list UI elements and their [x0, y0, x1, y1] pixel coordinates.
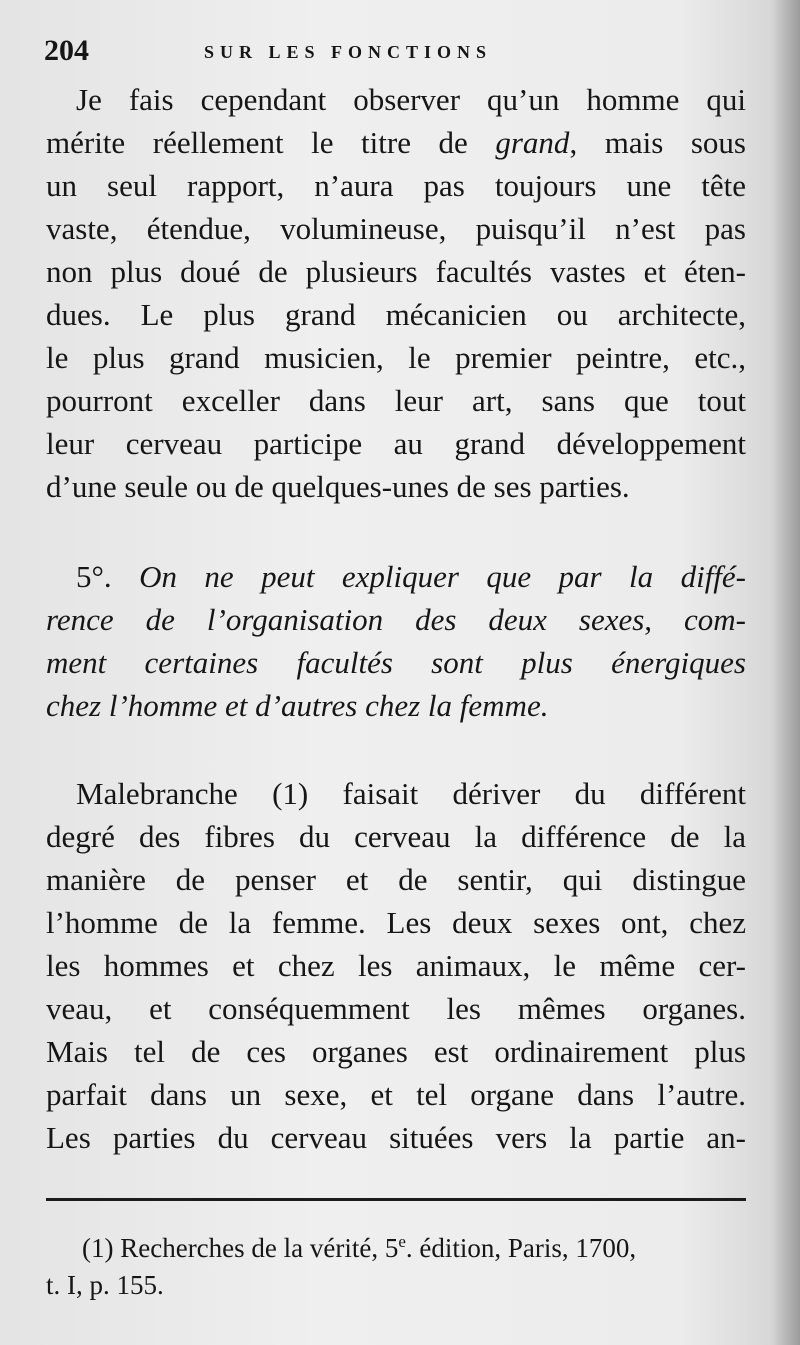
paragraph-3 [46, 772, 746, 1159]
text-line: veau, et conséquemment les mêmes organes. [46, 991, 746, 1026]
text-line: manière de penser et de sentir, qui distingue [46, 862, 746, 897]
text-line: Malebranche (1) faisait dériver du différent [76, 776, 746, 811]
text-line: l’homme de la femme. Les deux sexes ont, chez [46, 905, 746, 940]
section-number: 5°. [76, 559, 112, 594]
italic-word: grand [495, 125, 570, 160]
footnote-rule [46, 1198, 746, 1201]
text-line: Les parties du cerveau situées vers la partie an- [46, 1120, 746, 1155]
text-line: ment certaines facultés sont plus énergiques [46, 645, 746, 680]
text-line: Mais tel de ces organes est ordinairement plus [46, 1034, 746, 1069]
text-line: les hommes et chez les animaux, le même cer- [46, 948, 746, 983]
text-line: 5°. On ne peut expliquer que par la diffé- [76, 559, 747, 594]
footnote [46, 1230, 746, 1304]
page-number: 204 [44, 34, 89, 67]
text-line: dues. Le plus grand mécanicien ou architecte, [46, 297, 746, 332]
text-line: mérite réellement le titre de grand, mais sous [46, 125, 746, 160]
page-edge-shadow [772, 0, 800, 1345]
text-line: degré des fibres du cerveau la différence de la [46, 819, 746, 854]
text-line: un seul rapport, n’aura pas toujours une tête [46, 168, 746, 203]
footnote-line: t. I, p. 155. [46, 1270, 164, 1300]
page-header [44, 34, 744, 74]
running-head: SUR LES FONCTIONS [204, 42, 493, 62]
text-line: non plus doué de plusieurs facultés vastes et éten- [46, 254, 746, 289]
text-line: parfait dans un sexe, et tel organe dans l’autre. [46, 1077, 746, 1112]
text-line: chez l’homme et d’autres chez la femme. [46, 688, 549, 723]
text-line: leur cerveau participe au grand développement [46, 426, 746, 461]
text-line: pourront exceller dans leur art, sans que tout [46, 383, 746, 418]
text-line: d’une seule ou de quelques-unes de ses parties. [46, 469, 630, 504]
footnote-line: (1) Recherches de la vérité, 5e. édition, Paris, 1700, [82, 1232, 637, 1263]
text-line: le plus grand musicien, le premier peintre, etc., [46, 340, 746, 375]
paragraph-2 [46, 555, 746, 727]
text-line: rence de l’organisation des deux sexes, com- [46, 602, 746, 637]
paragraph-1 [46, 78, 746, 508]
text-line: Je fais cependant observer qu’un homme qui [76, 82, 746, 117]
text-line: vaste, étendue, volumineuse, puisqu’il n’est pas [46, 211, 746, 246]
